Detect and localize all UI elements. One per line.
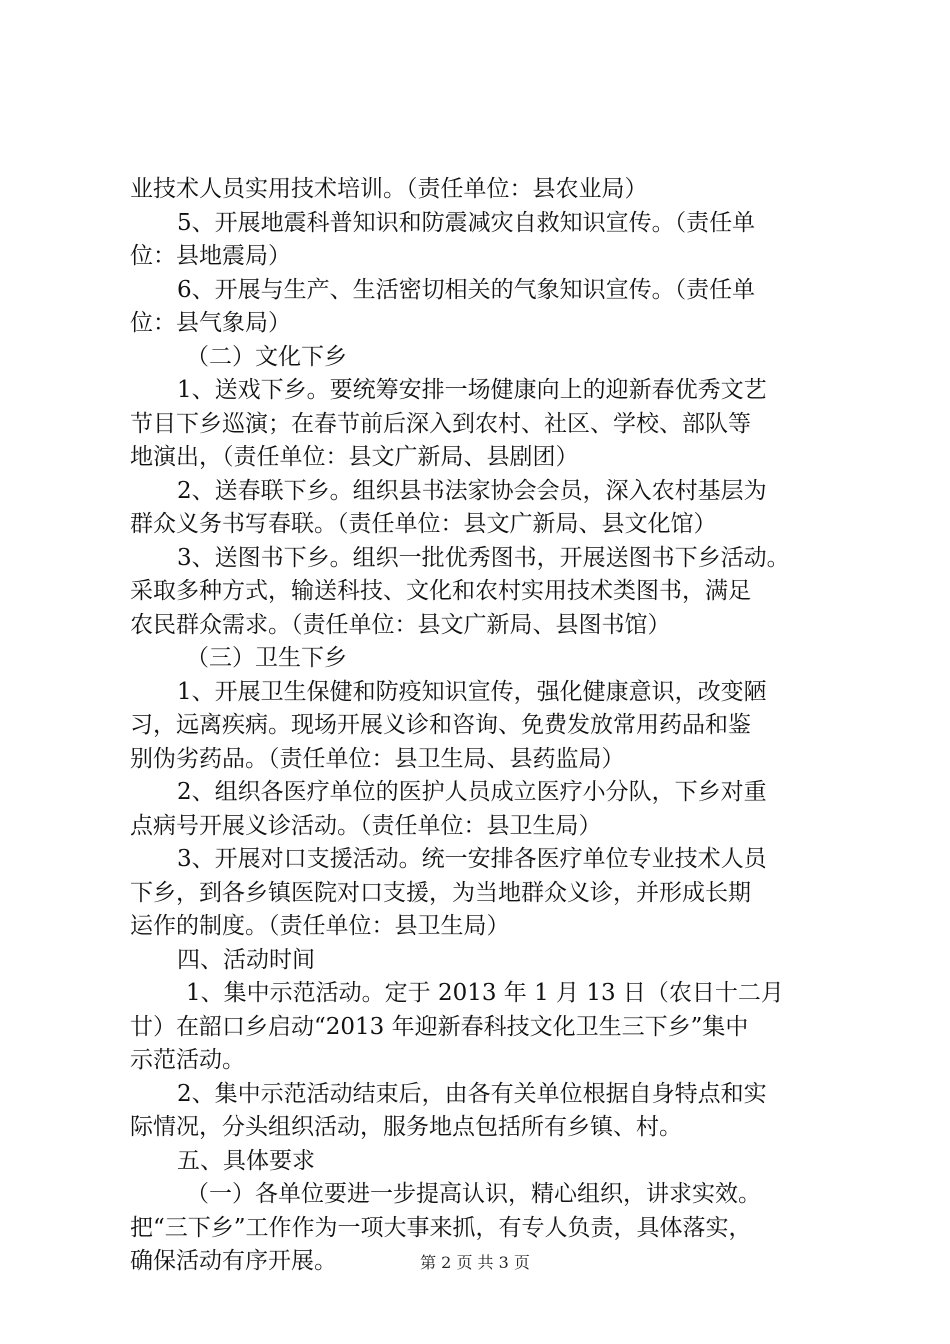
text-line: 点病号开展义诊活动。（责任单位：县卫生局） [130,812,602,839]
document-body [130,173,834,1279]
text-line: 地演出，（责任单位：县文广新局、县剧团） [130,444,579,470]
text-line: 2、送春联下乡。组织县书法家协会会员，深入农村基层为 [177,477,767,504]
text-line: 群众义务书写春联。（责任单位：县文广新局、县文化馆） [130,511,717,537]
text-line: 廿）在韶口乡启动“2013 年迎新春科技文化卫生三下乡”集中 [130,1013,749,1040]
text-line: 示范活动。 [130,1047,245,1073]
text-line: 确保活动有序开展。 [130,1248,337,1274]
text-line: （三）卫生下乡 [186,645,347,671]
text-line: 2、集中示范活动结束后，由各有关单位根据自身特点和实 [177,1080,767,1107]
text-line: 四、活动时间 [177,946,315,973]
text-line: 6、开展与生产、生活密切相关的气象知识宣传。（责任单 [177,276,756,303]
text-line: 节目下乡巡演；在春节前后深入到农村、社区、学校、部队等 [130,410,751,437]
text-line: 把“三下乡”工作作为一项大事来抓，有专人负责，具体落实， [130,1214,752,1241]
text-line: 农民群众需求。（责任单位：县文广新局、县图书馆） [130,611,671,638]
text-line: 业技术人员实用技术培训。（责任单位：县农业局） [130,176,648,202]
text-line: （一）各单位要进一步提高认识，精心组织，讲求实效。 [186,1181,761,1207]
text-line: 运作的制度。（责任单位：县卫生局） [130,913,510,939]
text-line: 1、送戏下乡。要统筹安排一场健康向上的迎新春优秀文艺 [177,377,767,403]
text-line: 3、开展对口支援活动。统一安排各医疗单位专业技术人员 [177,846,767,872]
text-line: 2、组织各医疗单位的医护人员成立医疗小分队，下乡对重 [177,779,767,805]
text-line: 采取多种方式，输送科技、文化和农村实用技术类图书，满足 [130,578,751,604]
text-line: 五、具体要求 [177,1147,315,1174]
page-footer: 第 2 页 共 3 页 [420,1253,530,1272]
text-line: 5、开展地震科普知识和防震减灾自救知识宣传。（责任单 [177,209,756,236]
text-line: 际情况，分头组织活动，服务地点包括所有乡镇、村。 [130,1114,682,1140]
text-line: 1、集中示范活动。定于 2013 年 1 月 13 日（农日十二月 [186,980,784,1006]
text-line: （二）文化下乡 [186,343,347,370]
text-line: 1、开展卫生保健和防疫知识宣传，强化健康意识，改变陋 [177,678,767,705]
text-line: 3、送图书下乡。组织一批优秀图书，开展送图书下乡活动。 [177,544,790,571]
text-line: 位：县地震局） [130,243,291,269]
text-line: 位：县气象局） [130,310,291,336]
text-line: 别伪劣药品。（责任单位：县卫生局、县药监局） [130,745,625,772]
text-line: 习，远离疾病。现场开展义诊和咨询、免费发放常用药品和鉴 [130,712,751,738]
text-line: 下乡，到各乡镇医院对口支援，为当地群众义诊，并形成长期 [130,879,751,906]
